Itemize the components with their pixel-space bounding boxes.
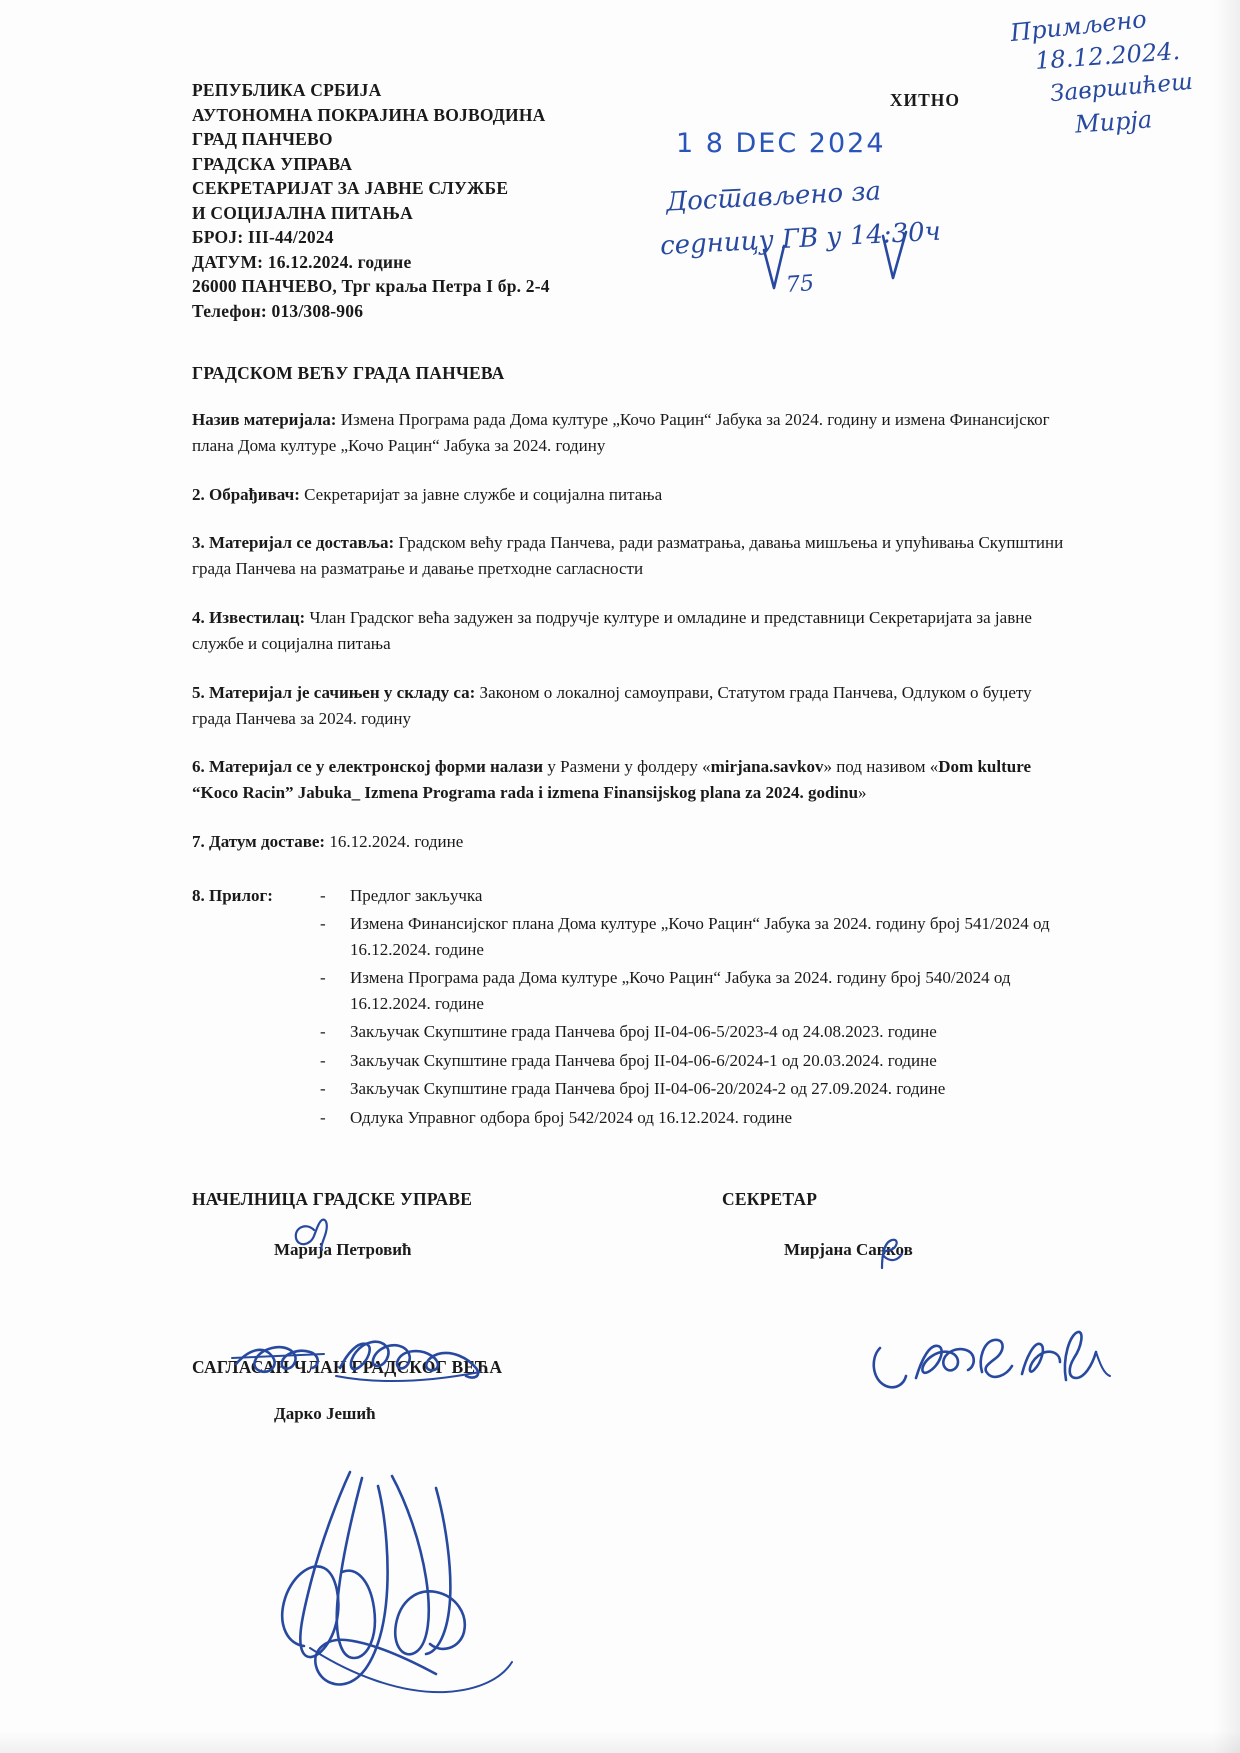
signature-ink-council-member [250,1448,550,1708]
list-item-text: Закључак Скупштине града Панчева број II-04-06-5/2023-4 од 24.08.2023. године [350,1022,937,1042]
electronic-form-folder: mirjana.savkov [710,757,824,777]
handwritten-note-da [286,1216,346,1258]
section-text: Измена Програма рада Дома културе „Кочо Рацин“ Јабука за 2024. годину и измена Финансијског плана Дома културе „Кочо Рацин“ Јабука за 2024. годину [192,410,1050,455]
electronic-form-mid: у Размени у фолдеру « [543,757,711,777]
section-label: Назив материјала: [192,410,337,429]
signature-title-secretary: СЕКРЕТАР [722,1189,818,1210]
list-dash: - [320,1022,326,1042]
letterhead-line-5: СЕКРЕТАРИЈАТ ЗА ЈАВНЕ СЛУЖБЕ [192,178,509,198]
handwritten-note-signature-mirja: Мирја [1074,105,1154,139]
section-delivery-date [192,829,1072,855]
list-item-text: Предлог закључка [350,885,483,905]
list-item [310,965,1072,1016]
scan-edge-right [1214,0,1240,1753]
list-item [310,1076,1072,1102]
addressee: ГРАДСКОМ ВЕЋУ ГРАДА ПАНЧЕВА [192,363,505,383]
list-dash: - [320,1079,326,1099]
urgent-label: ХИТНО [889,90,960,110]
list-dash: - [320,885,326,905]
list-dash: - [320,968,326,988]
section-delivered-to [192,530,1072,582]
handwritten-note-number-75: 75 [785,271,815,298]
letterhead-line-3: ГРАД ПАНЧЕВО [192,129,333,149]
handwritten-note-zavrsiti: Завршићеш [1049,68,1194,108]
attachments-label: 8. Прилог: [192,885,273,905]
list-item-text: Измена Финансијског плана Дома културе „Кочо Рацин“ Јабука за 2024. годину број 541/2024 од 16.12.2024. године [350,914,1050,959]
council-member-name: Дарко Јешић [274,1404,376,1424]
document-date: ДАТУМ: 16.12.2024. године [192,251,412,272]
handwritten-checkmark-1 [760,244,800,294]
list-item [310,1105,1072,1131]
letterhead [192,78,1072,323]
section-text: Секретаријат за јавне службе и социјална питања [299,484,663,504]
section-electronic-form [192,754,1072,806]
section-text: Члан Градског већа задужен за подручје културе и омладине и представници Секретаријата за јавне службе и социјална питања [192,608,1032,653]
office-address: 26000 ПАНЧЕВО, Трг краља Петра I бр. 2-4 [192,276,550,296]
signature-block-left [192,1189,622,1260]
section-text: Градском већу града Панчева, ради разматрања, давања мишљења и упућивања Скупштини града Панчева на разматрање и давање претходне сагласности [192,533,1064,579]
list-dash: - [320,914,326,934]
electronic-form-lead: 6. Материјал се у електронској форми налази [192,757,544,777]
list-item [310,883,1072,909]
letterhead-line-4: ГРАДСКА УПРАВА [192,153,353,174]
section-label: 5. Материјал је сачињен у складу са: [192,682,476,702]
letterhead-line-1: РЕПУБЛИКА СРБИЈА [192,80,382,100]
signature-name-head-of-administration: Марија Петровић [274,1240,412,1260]
signature-title-head-of-administration: НАЧЕЛНИЦА ГРАДСКЕ УПРАВЕ [192,1189,473,1210]
handwritten-note-primljeno: Примљено [1008,4,1148,48]
handwritten-flourish-secretary [872,1234,912,1274]
list-item [310,1048,1072,1074]
handwritten-checkmark-2 [880,232,920,284]
section-label: 4. Известилац: [192,608,306,628]
section-text: Законом о локалној самоуправи, Статутом града Панчева, Одлуком о буџету града Панчева за 2024. годину [192,682,1032,728]
signature-name-secretary: Мирјана Савков [784,1240,913,1260]
handwritten-note-date: 18.12.2024. [1034,36,1181,76]
office-phone: Телефон: 013/308-906 [192,300,364,321]
list-item-text: Измена Програма рада Дома културе „Кочо Рацин“ Јабука за 2024. годину број 540/2024 од 16.12.2024. године [350,968,1011,1013]
list-item-text: Закључак Скупштине града Панчева број II-04-06-6/2024-1 од 20.03.2024. године [350,1050,937,1070]
attachments-list [310,883,1072,1134]
signature-ink-secretary [866,1318,1126,1404]
section-label: 7. Датум доставе: [192,832,326,852]
section-text: 16.12.2024. године [325,832,464,852]
letterhead-line-6: И СОЦИЈАЛНА ПИТАЊА [192,202,413,223]
section-legal-basis [192,680,1072,732]
received-date-stamp: 1 8 DEC 2024 [676,128,886,159]
handwritten-note-sednica: седницу ГВ у 14:30ч [659,216,942,262]
section-label: 2. Обрађивач: [192,484,300,504]
handwritten-note-dostavljeno: Достављено за [665,176,882,218]
section-processor [192,482,1072,508]
signature-row [192,1189,1072,1339]
list-item-text: Закључак Скупштине града Панчева број II-04-06-20/2024-2 од 27.09.2024. године [350,1079,946,1099]
electronic-form-closing: » [858,783,867,803]
list-item-text: Одлука Управног одбора број 542/2024 од 16.12.2024. године [350,1107,793,1127]
document-number: БРОЈ: III-44/2024 [192,227,334,247]
list-item [310,911,1072,962]
section-reporter [192,605,1072,657]
electronic-form-filename: Dom kulture “Koco Racin” Jabuka_ Izmena Programa rada i izmena Finansijskog plana za 2024. godinu [192,757,1031,803]
list-dash: - [320,1050,326,1070]
scan-edge-bottom [0,1731,1240,1753]
letterhead-line-2: АУТОНОМНА ПОКРАЈИНА ВОЈВОДИНА [192,104,546,125]
council-member-title: САГЛАСАН ЧЛАН ГРАДСКОГ ВЕЋА [192,1357,503,1378]
list-item [310,1019,1072,1045]
attachments-block [192,883,1072,1134]
electronic-form-after: » под називом « [823,757,939,777]
list-dash: - [320,1107,326,1127]
section-title-material [192,407,1072,459]
signature-ink-head-of-administration [228,1318,558,1398]
section-label: 3. Материјал се доставља: [192,533,395,553]
